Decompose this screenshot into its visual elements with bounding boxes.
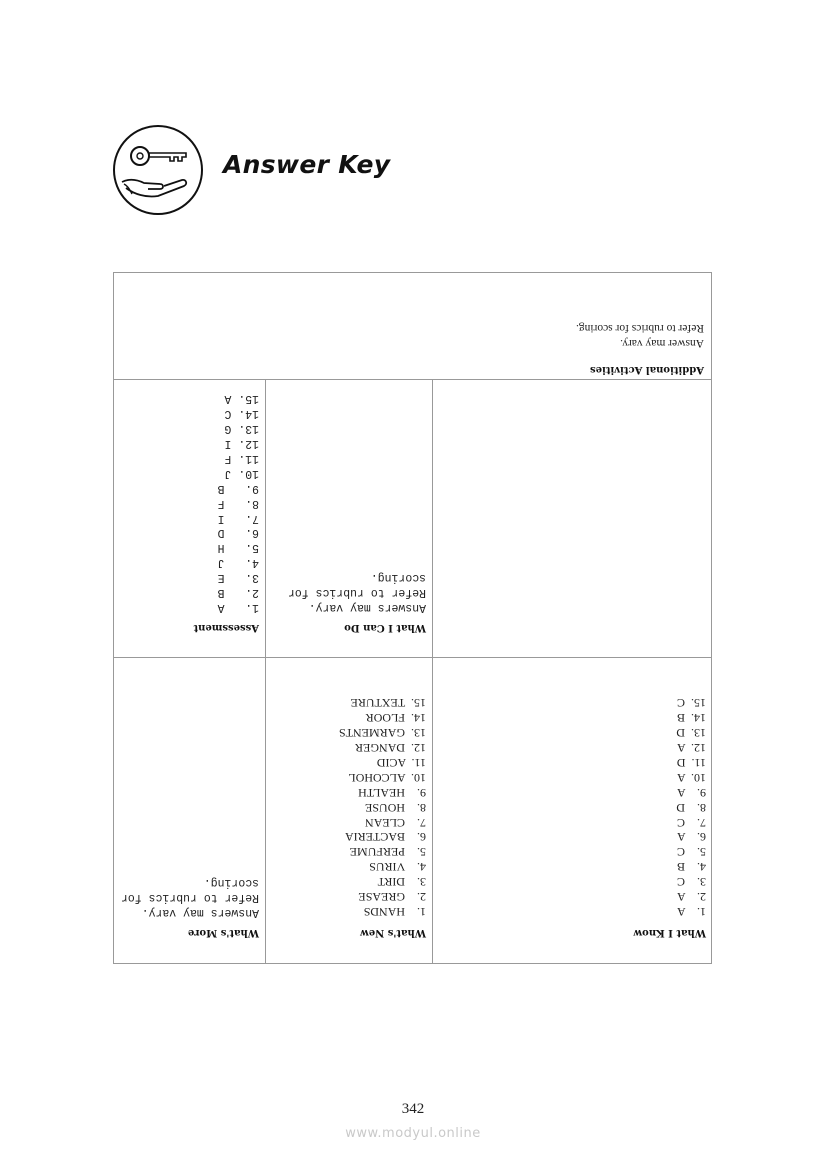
whats-more-line: Answers may vary. (141, 906, 259, 919)
what-i-know-item: 4. B (676, 860, 706, 875)
what-i-know-cell (432, 657, 712, 964)
assessment-item: 13. G (224, 422, 259, 436)
assessment-item: 7. I (217, 511, 259, 525)
assessment-item: 4. J (217, 556, 259, 570)
assessment-item: 15. A (224, 392, 259, 406)
what-i-know-item: 14. B (676, 711, 706, 726)
whats-more-line: scoring. (203, 876, 259, 890)
assessment-item: 5. H (217, 541, 259, 555)
assessment-item: 9. B (217, 481, 259, 495)
assessment-item: 6. D (217, 526, 259, 540)
what-i-know-item: 7. C (676, 815, 706, 830)
whats-new-item: 7. CLEAN (365, 815, 426, 830)
assessment-item: 14. C (224, 407, 259, 421)
whats-more-cell (113, 657, 265, 964)
what-i-know-item: 2. A (676, 890, 706, 905)
whats-new-item: 10. ALCOHOL (348, 770, 426, 785)
assessment-item: 8. F (217, 496, 259, 510)
assessment-item: 3. E (217, 571, 259, 585)
whats-new-cell (265, 657, 432, 964)
whats-more-line: Refer to rubrics for (120, 891, 259, 905)
assessment-cell (113, 379, 265, 657)
additional-activities-cell (113, 272, 712, 379)
assessment-item: 11. F (224, 451, 259, 465)
what-i-can-do-line: Answers may vary. (308, 601, 426, 614)
what-i-know-item: 5. C (676, 845, 706, 860)
whats-new-item: 1. HANDS (363, 905, 426, 919)
additional-activities-line: Answer may vary. (620, 337, 704, 349)
page-title: Answer Key (223, 150, 391, 179)
what-i-know-item: 12. A (676, 741, 706, 756)
what-i-know-item: 13. D (676, 726, 706, 741)
what-i-know-item: 9. A (676, 785, 706, 800)
whats-new-item: 8. HOUSE (364, 800, 426, 815)
empty-cell (432, 379, 712, 657)
whats-new-item: 15. TEXTURE (350, 696, 426, 711)
assessment-item: 2. B (217, 586, 259, 600)
what-i-know-item: 1. A (676, 905, 706, 919)
what-i-can-do-cell (265, 379, 432, 657)
whats-new-header: What's New (360, 927, 426, 938)
what-i-know-item: 15. C (676, 696, 706, 711)
whats-new-item: 9. HEALTH (358, 785, 426, 800)
whats-new-item: 11. ACID (376, 755, 426, 770)
what-i-can-do-line: scoring. (370, 571, 426, 585)
whats-more-header: What's More (187, 927, 259, 938)
assessment-item: 10. J (224, 466, 259, 480)
what-i-can-do-header: What I Can Do (344, 622, 426, 633)
whats-new-item: 3. DIRT (377, 875, 426, 890)
whats-new-item: 5. PERFUME (349, 845, 426, 860)
what-i-know-item: 10. A (676, 770, 706, 785)
additional-activities-line: Refer to rubrics for scoring. (575, 322, 704, 335)
whats-new-item: 4. VIRUS (369, 860, 426, 875)
what-i-can-do-line: Refer to rubrics for (287, 586, 426, 600)
assessment-header: Assessment (193, 622, 259, 633)
whats-new-item: 12. DANGER (355, 741, 426, 756)
assessment-item: 1. A (217, 601, 259, 614)
what-i-know-header: What I Know (633, 927, 706, 938)
what-i-know-item: 3. C (676, 875, 706, 890)
page-number: 342 (401, 1101, 425, 1117)
what-i-know-item: 6. A (676, 830, 706, 845)
watermark: www.modyul.online (345, 1126, 481, 1141)
additional-activities-header: Additional Activities (590, 364, 704, 375)
assessment-item: 12. I (224, 437, 259, 451)
whats-new-item: 2. GREASE (358, 890, 426, 905)
whats-new-item: 6. BACTERIA (345, 830, 426, 845)
what-i-know-item: 8. D (676, 800, 706, 815)
whats-new-item: 14. FLOOR (365, 711, 426, 726)
what-i-know-item: 11. D (676, 755, 706, 770)
whats-new-item: 13. GARMENTS (338, 726, 426, 741)
key-in-hand-icon (112, 124, 204, 216)
